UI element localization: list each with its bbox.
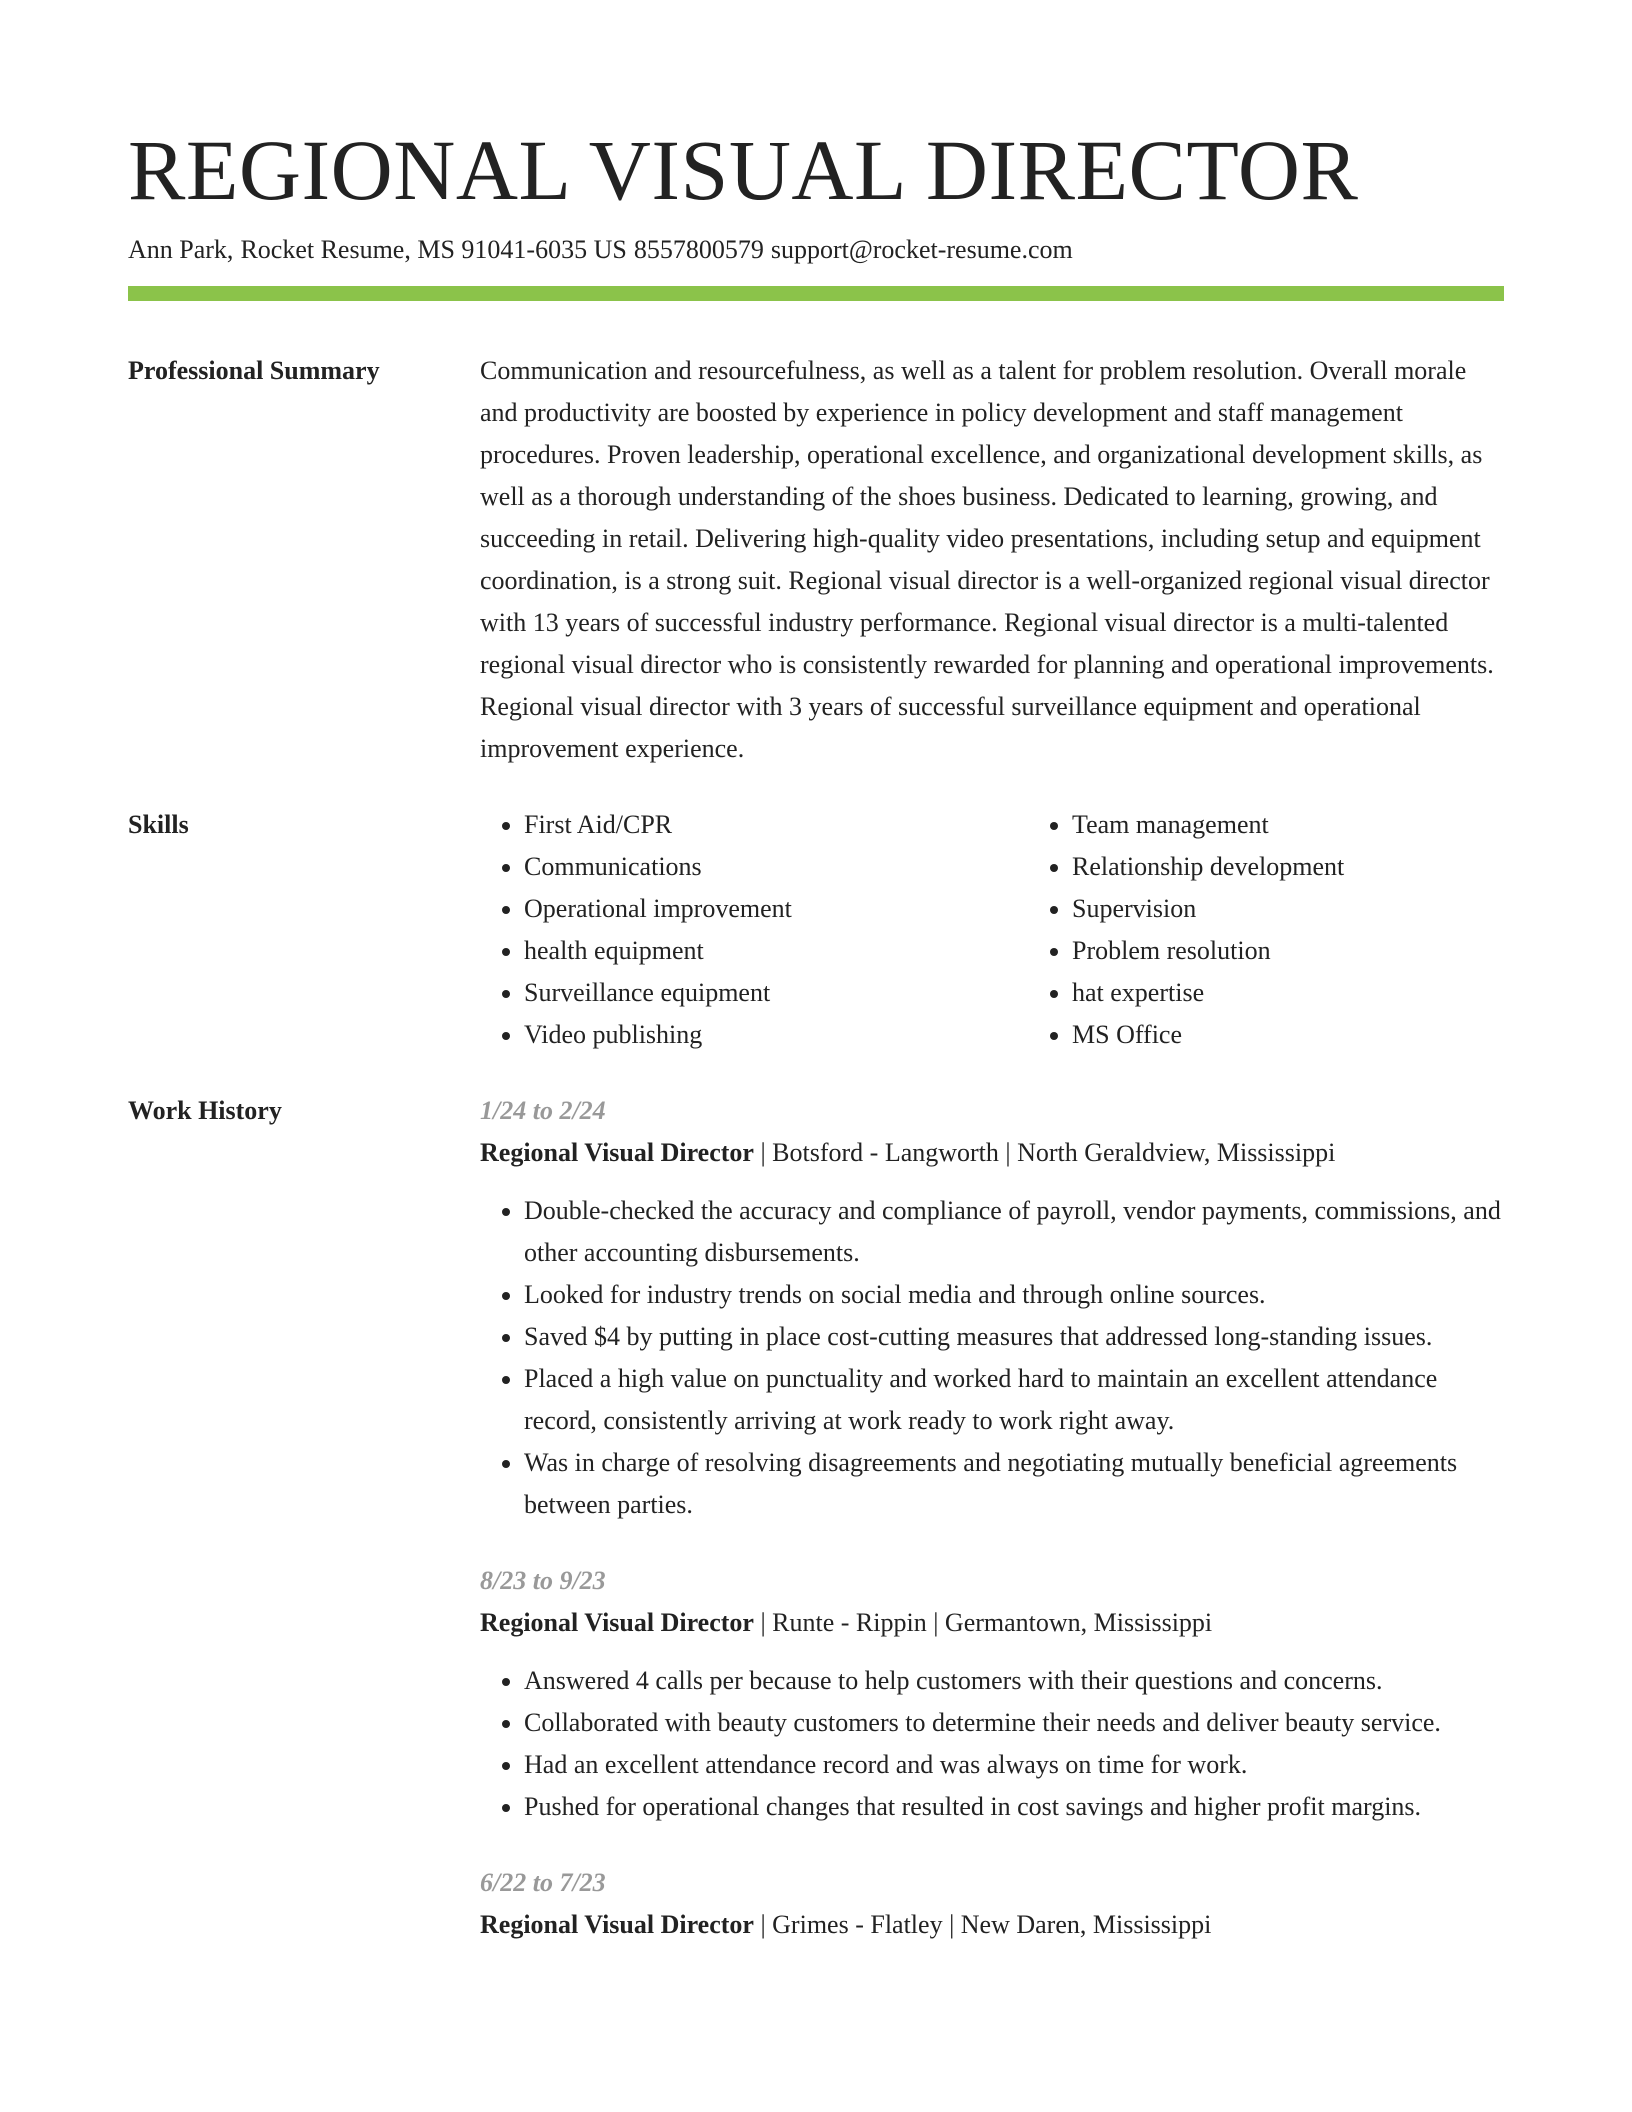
skill-item: • First Aid/CPR [524,804,1028,846]
job-details: | Botsford - Langworth | North Geraldview, Mississippi [753,1138,1336,1167]
job-bullet: • Collaborated with beauty customers to determine their needs and deliver beauty service. [524,1702,1504,1744]
skills-list-left [480,804,1028,1056]
work-history-section [128,1090,1504,1980]
skills-body [480,804,1576,1056]
job-entry [480,1862,1504,1946]
skills-section [128,804,1504,1056]
job-dates: 8/23 to 9/23 [480,1566,606,1595]
job-bullet: • Answered 4 calls per because to help customers with their questions and concerns. [524,1660,1504,1702]
skill-item: • Operational improvement [524,888,1028,930]
skill-item: • Team management [1072,804,1576,846]
job-dates: 6/22 to 7/23 [480,1868,606,1897]
contact-line [128,232,1504,268]
header-divider [128,286,1504,301]
resume-header [128,118,1504,268]
summary-body [480,350,1504,770]
job-title: Regional Visual Director [480,1910,754,1939]
skill-item: • Problem resolution [1072,930,1576,972]
resume-name: REGIONAL VISUAL DIRECTOR [128,122,1359,218]
job-title: Regional Visual Director [480,1138,754,1167]
job-title: Regional Visual Director [480,1608,754,1637]
summary-section [128,350,1504,770]
job-title-line [480,1602,1504,1644]
job-title-line [480,1132,1504,1174]
resume-content [128,350,1504,2014]
job-dates: 1/24 to 2/24 [480,1096,606,1125]
work-history-heading: Work History [128,1096,282,1125]
job-bullet: • Had an excellent attendance record and was always on time for work. [524,1744,1504,1786]
skill-item: • Communications [524,846,1028,888]
skills-list-right [1028,804,1576,1056]
job-entry [480,1090,1504,1526]
job-bullet: • Placed a high value on punctuality and worked hard to maintain an excellent attendance record, consistently arriving at work ready to work right away. [524,1358,1504,1442]
contact-email: support@rocket-resume.com [770,235,1073,264]
contact-phone: 8557800579 [633,235,764,264]
job-bullet: • Pushed for operational changes that resulted in cost savings and higher profit margins. [524,1786,1504,1828]
work-history-body [480,1090,1504,1980]
job-details: | Runte - Rippin | Germantown, Mississippi [753,1608,1213,1637]
job-bullet: • Double-checked the accuracy and compliance of payroll, vendor payments, commissions, and other accounting disbursements. [524,1190,1504,1274]
job-details: | Grimes - Flatley | New Daren, Mississippi [753,1910,1212,1939]
job-title-line [480,1904,1504,1946]
skill-item: • Supervision [1072,888,1576,930]
contact-name: Ann Park, [128,235,234,264]
job-bullet: • Looked for industry trends on social media and through online sources. [524,1274,1504,1316]
job-bullets [480,1190,1504,1526]
skill-item: • Surveillance equipment [524,972,1028,1014]
skill-item: • MS Office [1072,1014,1576,1056]
job-entry [480,1560,1504,1828]
skill-item: • hat expertise [1072,972,1576,1014]
skill-item: • Relationship development [1072,846,1576,888]
skills-heading: Skills [128,810,189,839]
job-bullet: • Saved $4 by putting in place cost-cutting measures that addressed long-standing issues. [524,1316,1504,1358]
skill-item: • Video publishing [524,1014,1028,1056]
skill-item: • health equipment [524,930,1028,972]
summary-text: Communication and resourcefulness, as well as a talent for problem resolution. Overall morale and productivity are boosted by experience in policy development and staff management procedures. Proven leadership, operational excellence, and organizational development skills, as well as a thorough understanding of the shoes business. Dedicated to learning, growing, and succeeding in retail. Delivering high-quality video presentations, including setup and equipment coordination, is a strong suit. Regional visual director is a well-organized regional visual director with 13 years of successful industry performance. Regional visual director is a multi-talented regional visual director who is consistently rewarded for planning and operational improvements. Regional visual director with 3 years of successful surveillance equipment and operational improvement experience. [480,356,1494,763]
contact-address: Rocket Resume, MS 91041-6035 US [240,235,627,264]
summary-heading: Professional Summary [128,356,380,385]
job-bullet: • Was in charge of resolving disagreements and negotiating mutually beneficial agreements between parties. [524,1442,1504,1526]
job-bullets [480,1660,1504,1828]
